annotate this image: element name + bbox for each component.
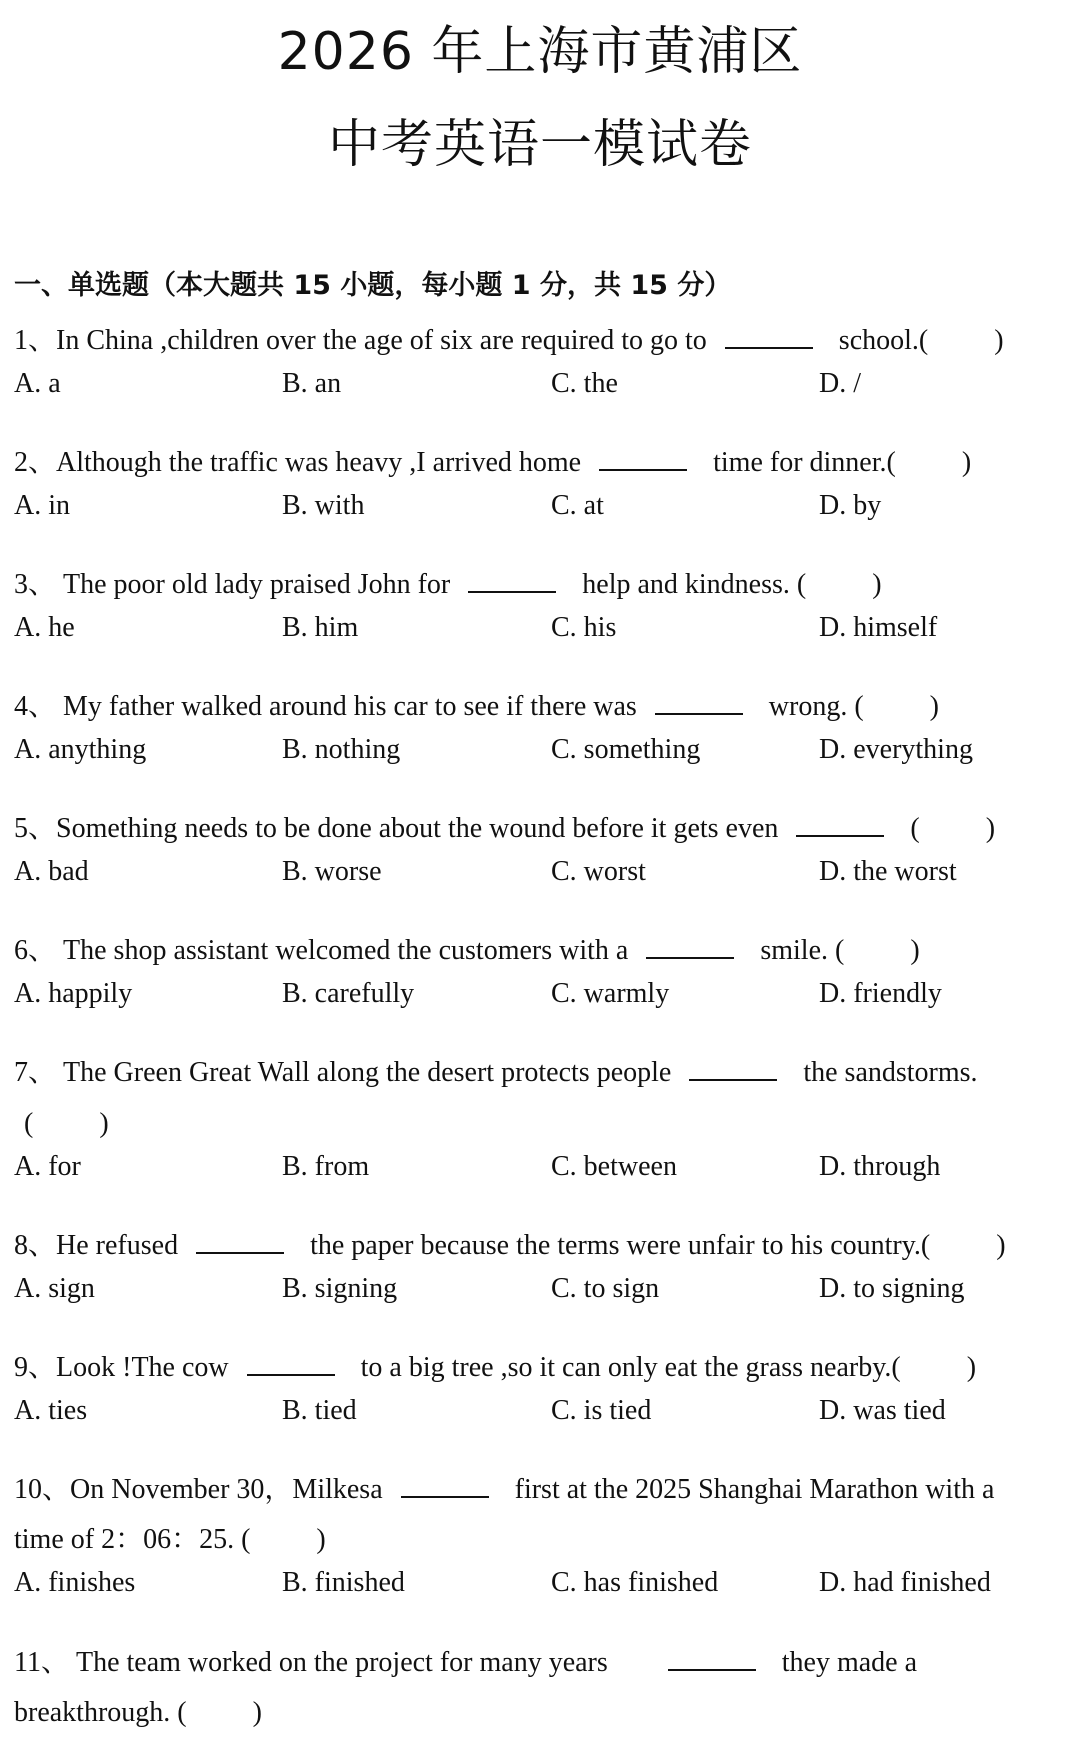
option-d[interactable]: D. friendly [819, 978, 942, 1009]
question-4 [14, 689, 939, 725]
answer-blank[interactable] [725, 325, 813, 349]
answer-blank[interactable] [599, 447, 687, 471]
question-text-after: to a big tree ,so it can only eat the grass nearby.( [360, 1352, 901, 1383]
option-d[interactable]: D. had finished [819, 1567, 991, 1598]
paren-close: ) [966, 1352, 977, 1383]
option-d[interactable]: D. himself [819, 612, 938, 643]
option-d[interactable]: D. everything [819, 734, 973, 765]
option-b[interactable]: B. him [282, 612, 359, 643]
question-5 [14, 811, 995, 847]
question-7 [14, 1055, 978, 1091]
paren-close: ) [99, 1108, 109, 1139]
option-c[interactable]: C. the [551, 368, 618, 399]
question-text: Look !The cow [56, 1352, 229, 1383]
question-number: 4、 [14, 691, 57, 722]
option-c[interactable]: C. warmly [551, 978, 670, 1009]
question-number: 10、 [14, 1474, 71, 1505]
option-a[interactable]: A. for [14, 1151, 81, 1182]
question-text-after: they made a [781, 1647, 918, 1678]
option-a[interactable]: A. in [14, 490, 70, 521]
question-8 [14, 1228, 1006, 1264]
question-text-after: the paper because the terms were unfair to his country.( [310, 1230, 931, 1261]
option-d[interactable]: D. to signing [819, 1273, 965, 1304]
paren-open: ( [24, 1108, 34, 1139]
question-7-paren-line [24, 1106, 109, 1142]
option-c[interactable]: C. between [551, 1151, 677, 1182]
question-11-line-2 [14, 1695, 262, 1731]
question-text: He refused [56, 1230, 179, 1261]
option-b[interactable]: B. nothing [282, 734, 401, 765]
paren-close: ) [996, 1230, 1006, 1261]
section-heading: 一、单选题（本大题共 15 小题，每小题 1 分，共 15 分） [14, 270, 732, 301]
option-d[interactable]: D. was tied [819, 1395, 946, 1426]
option-a[interactable]: A. happily [14, 978, 133, 1009]
option-b[interactable]: B. signing [282, 1273, 398, 1304]
question-9 [14, 1350, 976, 1386]
paren-close: ) [961, 447, 972, 478]
question-text-line2: breakthrough. ( [14, 1697, 187, 1728]
exam-title: 2026 年上海市黄浦区 [277, 22, 803, 82]
question-10-line-2 [14, 1522, 326, 1558]
paren-close: ) [994, 325, 1004, 356]
answer-blank[interactable] [401, 1474, 489, 1498]
option-c[interactable]: C. something [551, 734, 701, 765]
question-3 [14, 567, 882, 603]
answer-blank[interactable] [796, 813, 884, 837]
question-number: 7、 [14, 1057, 57, 1088]
option-a[interactable]: A. bad [14, 856, 89, 887]
question-text-after: time for dinner.( [713, 447, 896, 478]
paren-close: ) [872, 569, 882, 600]
question-number: 6、 [14, 935, 57, 966]
question-text-after: ( [910, 813, 920, 844]
option-a[interactable]: A. a [14, 368, 61, 399]
paren-close: ) [252, 1697, 262, 1728]
question-number: 9、 [14, 1352, 57, 1383]
option-c[interactable]: C. his [551, 612, 617, 643]
answer-blank[interactable] [247, 1352, 335, 1376]
question-text: The shop assistant welcomed the customers with a [63, 935, 629, 966]
option-b[interactable]: B. finished [282, 1567, 405, 1598]
question-text-after: school.( [838, 325, 929, 356]
option-b[interactable]: B. an [282, 368, 342, 399]
question-text: In China ,children over the age of six are required to go to [56, 325, 707, 356]
question-text-after: the sandstorms. [803, 1057, 978, 1088]
question-1 [14, 323, 1004, 359]
answer-blank[interactable] [646, 935, 734, 959]
option-c[interactable]: C. at [551, 490, 604, 521]
answer-blank[interactable] [655, 691, 743, 715]
option-c[interactable]: C. has finished [551, 1567, 719, 1598]
question-text: My father walked around his car to see if there was [63, 691, 637, 722]
option-b[interactable]: B. carefully [282, 978, 415, 1009]
question-text: On November 30，Milkesa [70, 1474, 383, 1505]
paren-close: ) [929, 691, 939, 722]
question-text-after: smile. ( [760, 935, 845, 966]
option-b[interactable]: B. tied [282, 1395, 357, 1426]
question-text: The Green Great Wall along the desert protects people [63, 1057, 672, 1088]
question-text-after: first at the 2025 Shanghai Marathon with a [514, 1474, 995, 1505]
option-d[interactable]: D. by [819, 490, 882, 521]
question-number: 2、 [14, 447, 57, 478]
option-a[interactable]: A. anything [14, 734, 147, 765]
answer-blank[interactable] [468, 569, 556, 593]
option-d[interactable]: D. through [819, 1151, 941, 1182]
question-10 [14, 1472, 994, 1508]
question-text: Something needs to be done about the wound before it gets even [56, 813, 779, 844]
question-11 [14, 1645, 917, 1681]
option-c[interactable]: C. to sign [551, 1273, 660, 1304]
answer-blank[interactable] [196, 1230, 284, 1254]
option-a[interactable]: A. he [14, 612, 75, 643]
option-a[interactable]: A. finishes [14, 1567, 136, 1598]
question-6 [14, 933, 920, 969]
option-a[interactable]: A. ties [14, 1395, 88, 1426]
paren-close: ) [910, 935, 920, 966]
exam-subtitle: 中考英语一模试卷 [327, 115, 752, 175]
question-2 [14, 445, 971, 481]
option-c[interactable]: C. worst [551, 856, 646, 887]
question-text: The team worked on the project for many years [75, 1647, 608, 1678]
option-d[interactable]: D. the worst [819, 856, 957, 887]
question-number: 11、 [14, 1647, 69, 1678]
question-text-after: help and kindness. ( [582, 569, 807, 600]
option-b[interactable]: B. with [282, 490, 365, 521]
answer-blank[interactable] [689, 1057, 777, 1081]
option-d[interactable]: D. / [819, 368, 861, 399]
paren-close: ) [316, 1524, 326, 1555]
question-number: 5、 [14, 813, 57, 844]
question-number: 1、 [14, 325, 57, 356]
question-text: Although the traffic was heavy ,I arrived home [56, 447, 582, 478]
option-b[interactable]: B. worse [282, 856, 382, 887]
question-text-line2: time of 2：06：25. ( [14, 1524, 251, 1555]
question-number: 3、 [14, 569, 57, 600]
question-number: 8、 [14, 1230, 57, 1261]
answer-blank[interactable] [668, 1647, 756, 1671]
option-b[interactable]: B. from [282, 1151, 370, 1182]
option-c[interactable]: C. is tied [551, 1395, 652, 1426]
question-text: The poor old lady praised John for [63, 569, 451, 600]
paren-close: ) [985, 813, 996, 844]
option-a[interactable]: A. sign [14, 1273, 95, 1304]
question-text-after: wrong. ( [768, 691, 864, 722]
